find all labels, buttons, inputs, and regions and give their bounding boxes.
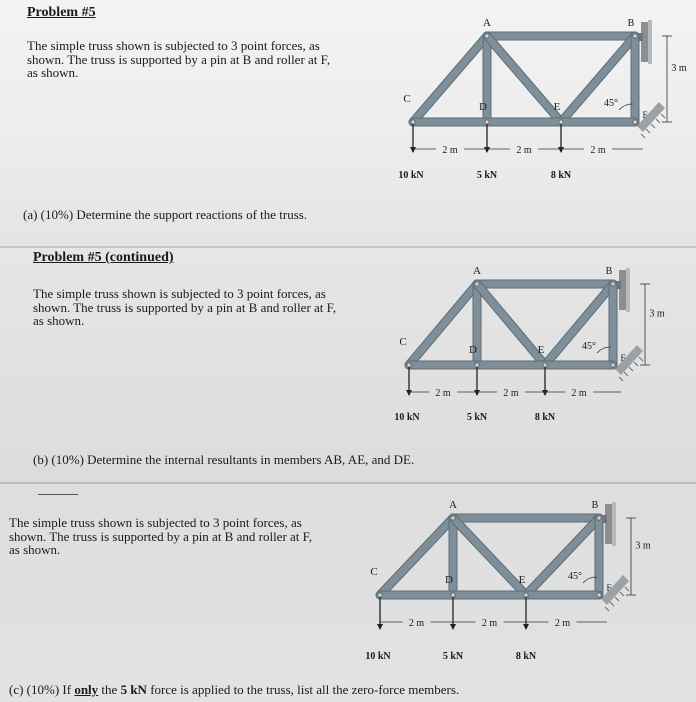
problem-description: The simple truss shown is subjected to 3 point forces, as shown. The truss is supported by a pin at B and roller at F, as shown.: [9, 515, 313, 557]
ground-hatch: [620, 592, 624, 596]
joint: [451, 516, 455, 520]
joint: [485, 120, 489, 124]
ground-hatch: [634, 362, 638, 366]
wall-support-b: [605, 504, 612, 544]
problem-description: The simple truss shown is subjected to 3 point forces, as shown. The truss is supported by a pin at B and roller at F, as shown.: [27, 38, 331, 80]
node-label-f: F: [606, 583, 612, 593]
ground-hatch: [610, 602, 614, 606]
ground-hatch: [605, 607, 609, 611]
load-label-2: 8 kN: [515, 651, 537, 662]
joint: [611, 363, 615, 367]
joint: [543, 363, 547, 367]
question-c-force: 5 kN: [120, 682, 147, 697]
spacing-label-1: 2 m: [503, 388, 519, 399]
load-arrowhead: [406, 390, 412, 396]
joint: [451, 593, 455, 597]
problem-description: The simple truss shown is subjected to 3 point forces, as shown. The truss is supported by a pin at B and roller at F, as shown.: [33, 286, 337, 328]
joint: [597, 516, 601, 520]
roller-f: [615, 345, 643, 375]
load-arrowhead: [450, 624, 456, 630]
joint: [597, 593, 601, 597]
joint: [407, 363, 411, 367]
member-ac: [413, 36, 487, 122]
question-c-suffix: force is applied to the truss, list all the zero-force members.: [146, 682, 460, 697]
spacing-label-0: 2 m: [442, 145, 458, 156]
node-label-b: B: [605, 266, 613, 277]
node-label-a: A: [473, 265, 481, 277]
joint: [475, 282, 479, 286]
truss-figure: [335, 496, 696, 666]
member-ac: [409, 284, 477, 365]
member-ae: [477, 284, 545, 365]
node-label-f: F: [620, 353, 626, 363]
problem-5-panel-c: [0, 482, 696, 702]
member-be: [526, 518, 599, 595]
question-a: (a) (10%) Determine the support reactions of the truss.: [23, 207, 308, 222]
node-label-c: C: [403, 93, 411, 105]
height-label: 3 m: [649, 308, 665, 320]
roller-f: [637, 102, 665, 132]
member-ae: [453, 518, 526, 595]
ground-hatch: [651, 124, 655, 128]
spacing-label-1: 2 m: [481, 618, 498, 629]
node-label-a: A: [449, 499, 457, 511]
spacing-label-2: 2 m: [554, 618, 571, 629]
height-label: 3 m: [671, 63, 687, 74]
question-c-the: the: [98, 682, 121, 697]
wall-support-b: [641, 22, 648, 62]
spacing-label-2: 2 m: [590, 145, 606, 156]
node-label-d: D: [479, 101, 487, 113]
load-arrowhead: [410, 147, 416, 153]
problem-5-panel-a: [0, 0, 696, 246]
angle-label: 45°: [604, 98, 618, 109]
joint: [559, 120, 563, 124]
ground-hatch: [619, 377, 623, 381]
problem-5-panel-b: [0, 246, 696, 484]
wall-support-b: [619, 270, 626, 310]
joint: [485, 34, 489, 38]
joint: [524, 593, 528, 597]
load-arrowhead: [377, 624, 383, 630]
joint: [633, 120, 637, 124]
load-label-1: 5 kN: [466, 412, 488, 423]
node-label-e: E: [553, 101, 561, 113]
wall-edge: [648, 20, 652, 64]
node-label-b: B: [591, 500, 599, 511]
ground-hatch: [615, 597, 619, 601]
joint: [378, 593, 382, 597]
problem-heading: Problem #5 (continued): [33, 250, 174, 265]
load-label-1: 5 kN: [442, 651, 464, 662]
height-label: 3 m: [635, 540, 651, 552]
load-label-1: 5 kN: [476, 170, 498, 181]
problem-heading: Problem #5: [27, 5, 96, 20]
load-label-2: 8 kN: [550, 170, 572, 181]
member-be: [545, 284, 613, 365]
truss-figure: [363, 260, 696, 440]
node-label-e: E: [518, 574, 526, 586]
roller-f: [601, 575, 629, 605]
load-label-2: 8 kN: [534, 412, 556, 423]
wall-edge: [626, 268, 630, 312]
ground-hatch: [639, 357, 643, 361]
node-label-d: D: [445, 574, 453, 586]
ground-hatch: [629, 367, 633, 371]
divider-line: [38, 494, 78, 495]
angle-label: 45°: [568, 571, 582, 582]
ground-hatch: [661, 114, 665, 118]
load-label-0: 10 kN: [398, 170, 424, 181]
node-label-e: E: [537, 344, 545, 356]
question-c-prefix: (c) (10%) If: [9, 682, 75, 697]
spacing-label-1: 2 m: [516, 145, 532, 156]
load-arrowhead: [558, 147, 564, 153]
node-label-c: C: [399, 336, 407, 348]
load-arrowhead: [542, 390, 548, 396]
joint: [633, 34, 637, 38]
load-label-0: 10 kN: [394, 412, 420, 423]
question-b: (b) (10%) Determine the internal resultants in members AB, AE, and DE.: [33, 452, 415, 467]
node-label-c: C: [370, 566, 378, 578]
question-c-only: only: [74, 682, 99, 697]
load-arrowhead: [474, 390, 480, 396]
ground-hatch: [641, 134, 645, 138]
ground-hatch: [656, 119, 660, 123]
load-label-0: 10 kN: [365, 651, 391, 662]
ground-hatch: [624, 372, 628, 376]
load-arrowhead: [523, 624, 529, 630]
question-c: [9, 682, 459, 698]
ground-hatch: [646, 129, 650, 133]
joint: [475, 363, 479, 367]
node-label-f: F: [642, 110, 648, 120]
truss-figure: [365, 10, 696, 200]
spacing-label-0: 2 m: [408, 618, 425, 629]
ground-hatch: [625, 587, 629, 591]
node-label-a: A: [483, 17, 491, 29]
wall-edge: [612, 502, 616, 546]
spacing-label-0: 2 m: [435, 388, 451, 399]
node-label-d: D: [469, 344, 477, 356]
node-label-b: B: [627, 18, 635, 29]
angle-label: 45°: [582, 341, 596, 352]
joint: [411, 120, 415, 124]
member-ae: [487, 36, 561, 122]
member-be: [561, 36, 635, 122]
member-ac: [380, 518, 453, 595]
joint: [611, 282, 615, 286]
spacing-label-2: 2 m: [571, 388, 587, 399]
load-arrowhead: [484, 147, 490, 153]
